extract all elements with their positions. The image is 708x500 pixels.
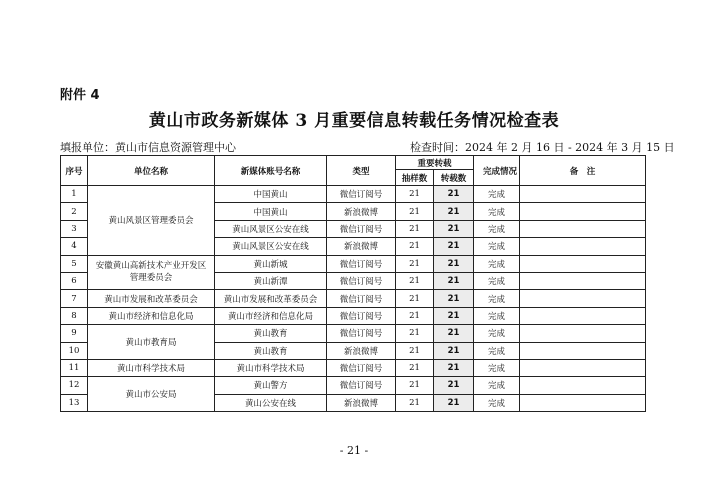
table-row (61, 377, 646, 394)
completion-status: 完成 (474, 238, 520, 255)
account-name: 中国黄山 (215, 186, 327, 203)
account-type: 微信订阅号 (327, 290, 396, 307)
header-repost: 重要转载 (396, 156, 474, 170)
row-seq: 4 (61, 238, 88, 255)
sample-count: 21 (396, 255, 434, 272)
account-name: 黄山风景区公安在线 (215, 238, 327, 255)
account-name: 黄山教育 (215, 325, 327, 342)
sample-count: 21 (396, 272, 434, 289)
row-seq: 11 (61, 359, 88, 376)
account-name: 黄山警方 (215, 377, 327, 394)
account-name: 黄山教育 (215, 342, 327, 359)
row-seq: 6 (61, 272, 88, 289)
account-type: 微信订阅号 (327, 255, 396, 272)
repost-count: 21 (434, 272, 474, 289)
completion-status: 完成 (474, 342, 520, 359)
repost-count: 21 (434, 359, 474, 376)
header-done: 完成情况 (474, 156, 520, 186)
repost-count: 21 (434, 307, 474, 324)
row-seq: 3 (61, 220, 88, 237)
remark-cell (520, 203, 646, 220)
account-type: 新浪微博 (327, 342, 396, 359)
unit-name: 黄山市发展和改革委员会 (88, 290, 215, 307)
account-type: 微信订阅号 (327, 325, 396, 342)
header-unit: 单位名称 (88, 156, 215, 186)
filler-unit: 填报单位：黄山市信息资源管理中心 (60, 141, 236, 154)
account-type: 微信订阅号 (327, 186, 396, 203)
table-row (61, 290, 646, 307)
check-table (60, 155, 646, 412)
row-seq: 13 (61, 394, 88, 411)
completion-status: 完成 (474, 203, 520, 220)
page-number: - 21 - (339, 444, 369, 457)
repost-count: 21 (434, 325, 474, 342)
remark-cell (520, 186, 646, 203)
table-row (61, 325, 646, 342)
account-name: 黄山风景区公安在线 (215, 220, 327, 237)
account-type: 微信订阅号 (327, 359, 396, 376)
row-seq: 7 (61, 290, 88, 307)
row-seq: 9 (61, 325, 88, 342)
account-type: 新浪微博 (327, 238, 396, 255)
account-name: 黄山新潭 (215, 272, 327, 289)
account-name: 黄山市科学技术局 (215, 359, 327, 376)
account-type: 新浪微博 (327, 394, 396, 411)
account-name: 中国黄山 (215, 203, 327, 220)
header-sample: 抽样数 (396, 170, 434, 186)
repost-count: 21 (434, 238, 474, 255)
attachment-label: 附件 4 (60, 88, 100, 103)
sample-count: 21 (396, 220, 434, 237)
table-row (61, 359, 646, 376)
repost-count: 21 (434, 394, 474, 411)
repost-count: 21 (434, 203, 474, 220)
completion-status: 完成 (474, 186, 520, 203)
account-name: 黄山公安在线 (215, 394, 327, 411)
repost-count: 21 (434, 377, 474, 394)
header-reposted: 转载数 (434, 170, 474, 186)
unit-name: 安徽黄山高新技术产业开发区管理委员会 (88, 255, 215, 290)
remark-cell (520, 238, 646, 255)
remark-cell (520, 359, 646, 376)
completion-status: 完成 (474, 307, 520, 324)
row-seq: 1 (61, 186, 88, 203)
sample-count: 21 (396, 377, 434, 394)
remark-cell (520, 307, 646, 324)
sample-count: 21 (396, 186, 434, 203)
unit-name: 黄山市教育局 (88, 325, 215, 360)
unit-name: 黄山市科学技术局 (88, 359, 215, 376)
completion-status: 完成 (474, 377, 520, 394)
sample-count: 21 (396, 325, 434, 342)
account-type: 微信订阅号 (327, 272, 396, 289)
account-name: 黄山新城 (215, 255, 327, 272)
remark-cell (520, 255, 646, 272)
completion-status: 完成 (474, 255, 520, 272)
table-row (61, 186, 646, 203)
repost-count: 21 (434, 220, 474, 237)
account-type: 微信订阅号 (327, 307, 396, 324)
remark-cell (520, 290, 646, 307)
header-type: 类型 (327, 156, 396, 186)
sample-count: 21 (396, 394, 434, 411)
remark-cell (520, 325, 646, 342)
row-seq: 5 (61, 255, 88, 272)
account-name: 黄山市发展和改革委员会 (215, 290, 327, 307)
sample-count: 21 (396, 307, 434, 324)
remark-cell (520, 394, 646, 411)
remark-cell (520, 220, 646, 237)
completion-status: 完成 (474, 220, 520, 237)
account-type: 微信订阅号 (327, 220, 396, 237)
remark-cell (520, 377, 646, 394)
repost-count: 21 (434, 290, 474, 307)
account-type: 微信订阅号 (327, 377, 396, 394)
unit-name: 黄山市经济和信息化局 (88, 307, 215, 324)
remark-cell (520, 342, 646, 359)
sample-count: 21 (396, 359, 434, 376)
row-seq: 2 (61, 203, 88, 220)
repost-count: 21 (434, 186, 474, 203)
table-row (61, 307, 646, 324)
completion-status: 完成 (474, 394, 520, 411)
page-title: 黄山市政务新媒体 3 月重要信息转载任务情况检查表 (148, 111, 560, 131)
row-seq: 10 (61, 342, 88, 359)
sample-count: 21 (396, 238, 434, 255)
table-row (61, 255, 646, 272)
row-seq: 12 (61, 377, 88, 394)
sample-count: 21 (396, 203, 434, 220)
completion-status: 完成 (474, 290, 520, 307)
completion-status: 完成 (474, 272, 520, 289)
repost-count: 21 (434, 342, 474, 359)
sample-count: 21 (396, 342, 434, 359)
row-seq: 8 (61, 307, 88, 324)
header-seq: 序号 (61, 156, 88, 186)
remark-cell (520, 272, 646, 289)
unit-name: 黄山市公安局 (88, 377, 215, 412)
account-name: 黄山市经济和信息化局 (215, 307, 327, 324)
completion-status: 完成 (474, 359, 520, 376)
check-period: 检查时间：2024 年 2 月 16 日 - 2024 年 3 月 15 日 (410, 141, 675, 154)
header-account: 新媒体账号名称 (215, 156, 327, 186)
unit-name: 黄山风景区管理委员会 (88, 186, 215, 256)
account-type: 新浪微博 (327, 203, 396, 220)
repost-count: 21 (434, 255, 474, 272)
completion-status: 完成 (474, 325, 520, 342)
sample-count: 21 (396, 290, 434, 307)
header-remark: 备 注 (520, 156, 646, 186)
